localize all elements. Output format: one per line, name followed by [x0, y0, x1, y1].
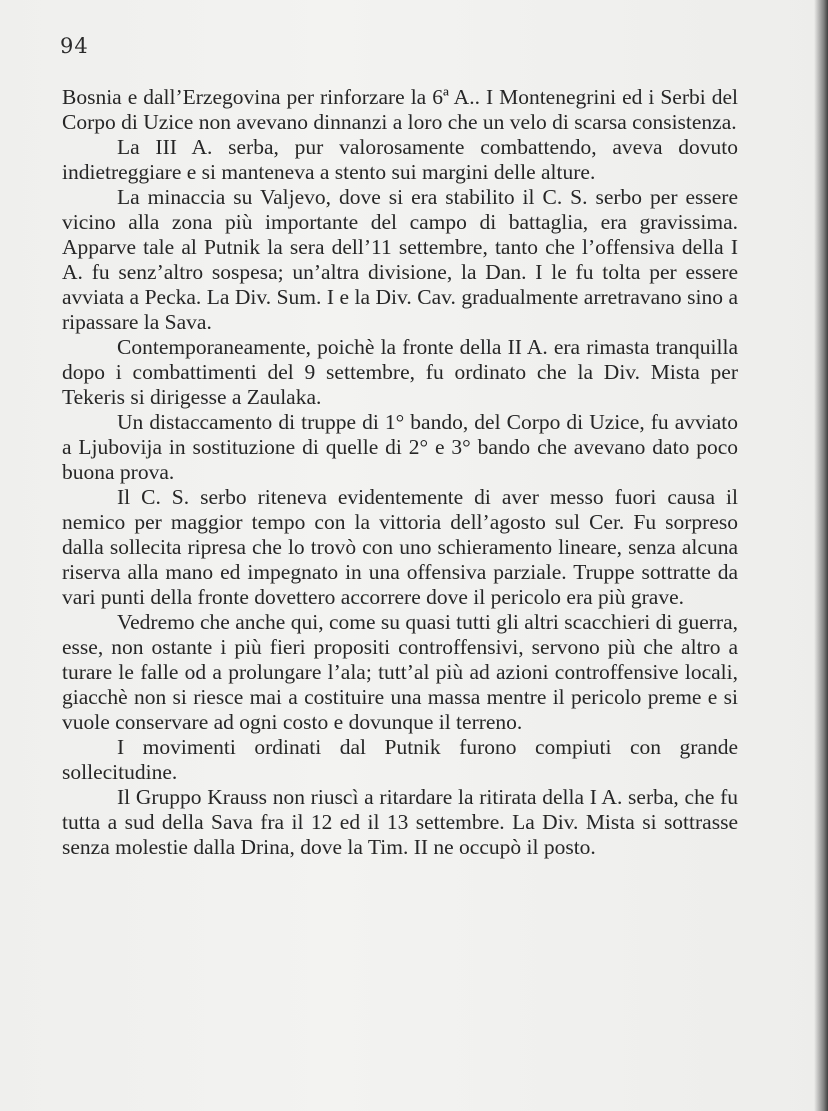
- paragraph: Contemporaneamente, poichè la fronte della II A. era rimasta tranquilla dopo i combattimenti del 9 settembre, fu ordinato che la Div. Mista per Tekeris si dirigesse a Zaulaka.: [62, 335, 738, 409]
- paragraph: Il C. S. serbo riteneva evidentemente di aver messo fuori causa il nemico per maggior tempo con la vittoria dell’agosto sul Cer. Fu sorpreso dalla sollecita ripresa che lo trovò con uno schieramento lineare, senza alcuna riserva alla mano ed impegnato in una offensiva parziale. Truppe sottratte da vari punti della fronte dovettero accorrere dove il pericolo era più grave.: [62, 485, 738, 609]
- paragraph: Vedremo che anche qui, come su quasi tutti gli altri scacchieri di guerra, esse, non ostante i più fieri propositi controffensivi, servono più che altro a turare le falle od a prolungare l’ala; tutt’al più ad azioni controffensive locali, giacchè non si riesce mai a costituire una massa mentre il pericolo preme e si vuole conservare ad ogni costo e dovunque il terreno.: [62, 610, 738, 734]
- page-edge-shadow: [814, 0, 828, 1111]
- paragraph: Un distaccamento di truppe di 1° bando, del Corpo di Uzice, fu avviato a Ljubovija in sostituzione di quelle di 2° e 3° bando che avevano dato poco buona prova.: [62, 410, 738, 484]
- paragraph: Il Gruppo Krauss non riuscì a ritardare la ritirata della I A. serba, che fu tutta a sud della Sava fra il 12 ed il 13 settembre. La Div. Mista si sottrasse senza molestie dalla Drina, dove la Tim. II ne occupò il posto.: [62, 785, 738, 859]
- paragraph: La III A. serba, pur valorosamente combattendo, aveva dovuto indietreggiare e si manteneva a stento sui margini delle alture.: [62, 135, 738, 184]
- paragraph: I movimenti ordinati dal Putnik furono compiuti con grande sollecitudine.: [62, 735, 738, 784]
- page-number: 94: [60, 34, 89, 58]
- paragraph: Bosnia e dall’Erzegovina per rinforzare la 6ª A.. I Montenegrini ed i Serbi del Corpo di Uzice non avevano dinnanzi a loro che un velo di scarsa consistenza.: [62, 85, 738, 134]
- body-text: [62, 85, 738, 860]
- paragraph: La minaccia su Valjevo, dove si era stabilito il C. S. serbo per essere vicino alla zona più importante del campo di battaglia, era gravissima. Apparve tale al Putnik la sera dell’11 settembre, tanto che l’offensiva della I A. fu senz’altro sospesa; un’altra divisione, la Dan. I le fu tolta per essere avviata a Pecka. La Div. Sum. I e la Div. Cav. gradualmente arretravano sino a ripassare la Sava.: [62, 185, 738, 334]
